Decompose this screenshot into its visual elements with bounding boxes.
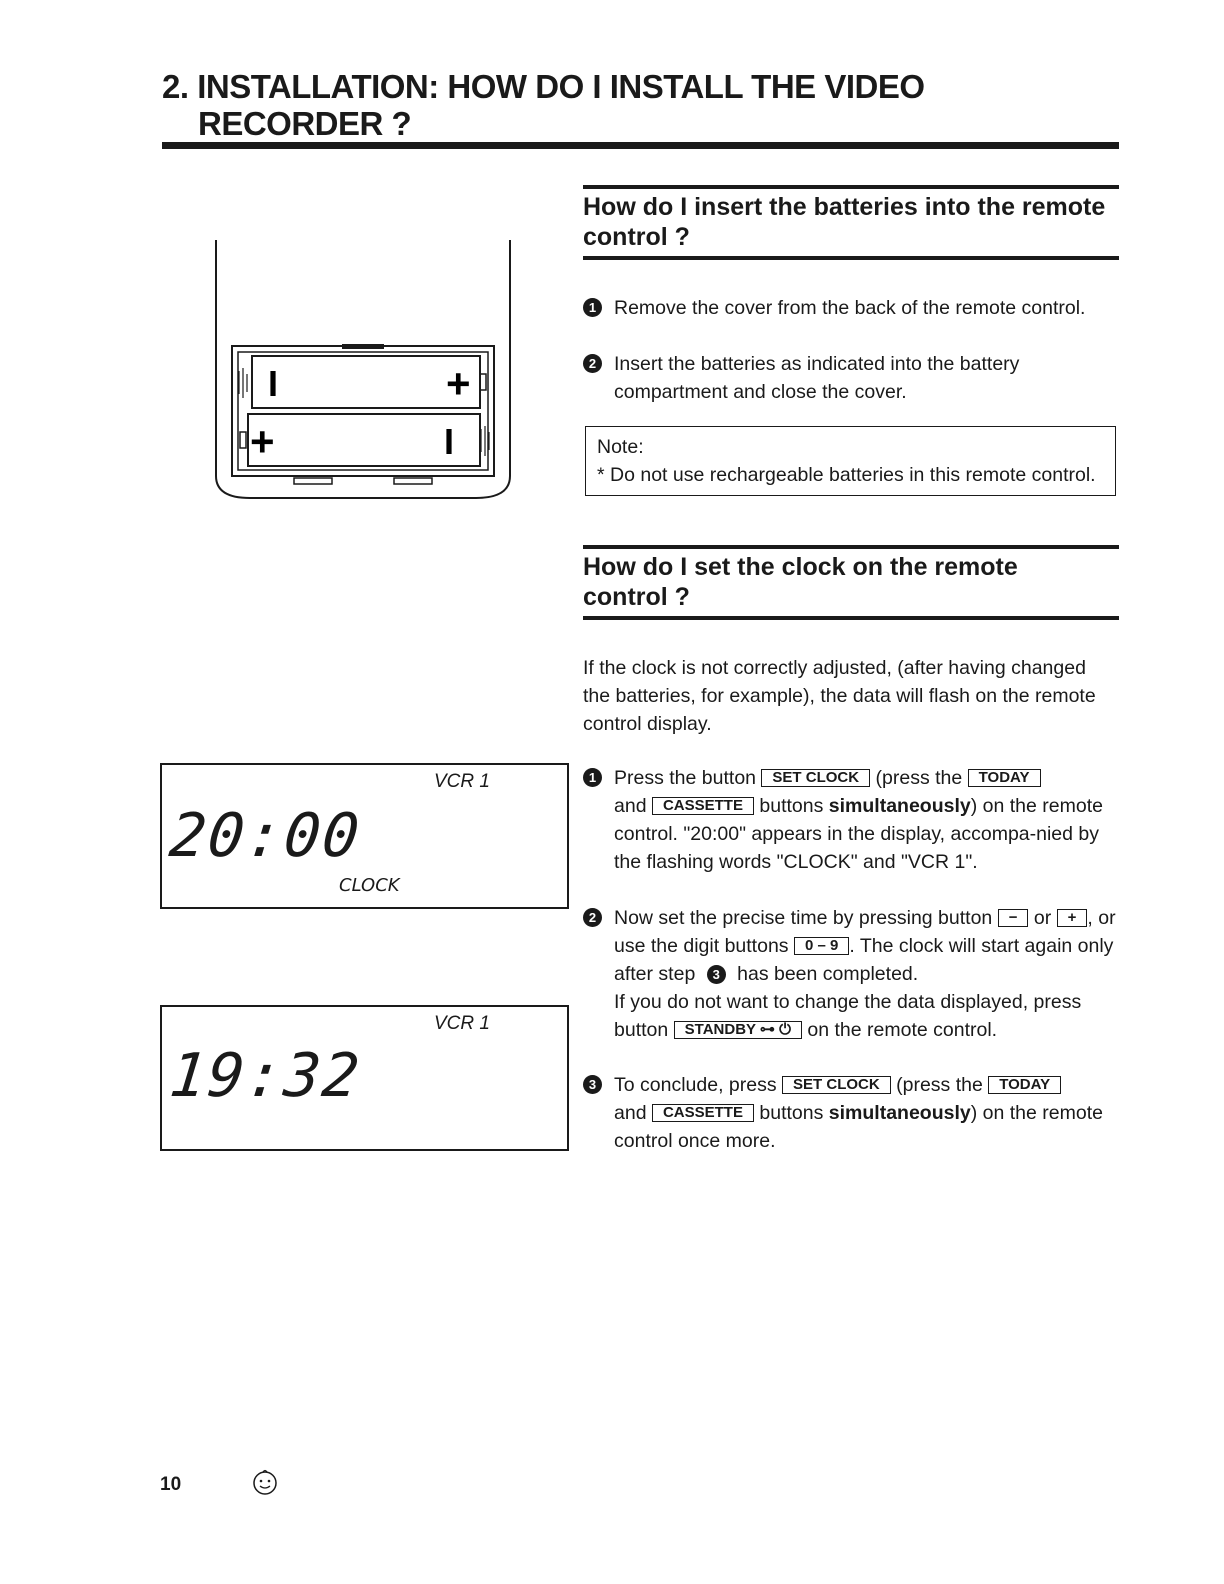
clock-heading-bottom-rule — [583, 616, 1119, 620]
clock-step-1-text: Press the button — [614, 767, 762, 789]
page-title-line1: 2. INSTALLATION: HOW DO I INSTALL THE VIDEO — [162, 68, 925, 105]
page-title-line2: RECORDER ? — [198, 105, 412, 142]
set-clock-key: SET CLOCK — [761, 769, 870, 787]
standby-key: STANDBY ⊶ ⏻ — [674, 1021, 802, 1039]
battery-step-2 — [583, 350, 1063, 406]
clock-intro: If the clock is not correctly adjusted, (after having changed the batteries, for example), the data will flash on the remote control display. — [583, 657, 1096, 735]
clock-step-1-text: buttons — [753, 795, 829, 817]
minus-key: − — [998, 909, 1029, 927]
clock-step-3-text: (press the — [890, 1074, 989, 1096]
title-rule — [162, 142, 1119, 149]
clock-heading: How do I set the clock on the remote control ? — [583, 553, 1018, 611]
lcd-clock-label: CLOCK — [339, 875, 400, 896]
smiley-icon — [250, 1468, 280, 1498]
clock-step-2-text: . The clock will start again only after step — [614, 935, 1114, 985]
clock-step-2 — [583, 904, 1123, 1044]
battery-step-1 — [583, 294, 1123, 322]
step-number-1: 1 — [583, 298, 602, 317]
cassette-key: CASSETTE — [652, 797, 754, 815]
clock-step-2-text: on the remote control. — [801, 1019, 998, 1041]
battery-heading: How do I insert the batteries into the remote control ? — [583, 193, 1106, 251]
battery-heading-bottom-rule — [583, 256, 1119, 260]
lcd-time: 20:00 — [166, 801, 365, 871]
note-text: * Do not use rechargeable batteries in this remote control. — [597, 464, 1096, 486]
lcd-time: 19:32 — [166, 1041, 365, 1111]
clock-step-2-text: If you do not want to change the data displayed, press button — [614, 991, 1082, 1041]
page-title — [162, 68, 925, 142]
note-box — [585, 426, 1116, 496]
clock-step-2-text: or — [1028, 907, 1057, 929]
lcd-display-20-00 — [160, 763, 569, 909]
clock-step-2-text: Now set the precise time by pressing button — [614, 907, 998, 929]
battery-minus-top: I — [268, 363, 279, 404]
lcd-display-19-32 — [160, 1005, 569, 1151]
battery-plus-bottom: + — [250, 418, 275, 465]
lcd-vcr-label: VCR 1 — [434, 1013, 490, 1034]
step-number-1: 1 — [583, 768, 602, 787]
battery-heading-top-rule — [583, 185, 1119, 189]
set-clock-key: SET CLOCK — [782, 1076, 891, 1094]
page-number: 10 — [160, 1474, 182, 1495]
clock-step-1-text: ) on the remote control. "20:00" appears in the display, accompa-nied by the flashing words "CLOCK" and "VCR 1". — [614, 795, 1103, 873]
battery-step-1-text: Remove the cover from the back of the remote control. — [614, 297, 1086, 319]
note-label: Note: — [597, 436, 644, 458]
battery-plus-top: + — [446, 360, 471, 407]
lcd-vcr-label: VCR 1 — [434, 771, 490, 792]
step-number-2: 2 — [583, 908, 602, 927]
clock-heading-top-rule — [583, 545, 1119, 549]
clock-step-3-text: buttons — [753, 1102, 829, 1124]
clock-step-3-text: and — [614, 1102, 652, 1124]
clock-step-1 — [583, 764, 1123, 876]
today-key: TODAY — [968, 769, 1041, 787]
battery-step-2-text: Insert the batteries as indicated into the battery compartment and close the cover. — [614, 353, 1020, 403]
step-number-3: 3 — [583, 1075, 602, 1094]
clock-step-1-text: and — [614, 795, 652, 817]
clock-step-2-text: , or use the digit buttons — [614, 907, 1116, 957]
today-key: TODAY — [988, 1076, 1061, 1094]
clock-step-1-text: (press the — [870, 767, 968, 789]
plus-key: + — [1057, 909, 1088, 927]
clock-step-3 — [583, 1071, 1123, 1155]
clock-step-3-text: To conclude, press — [614, 1074, 783, 1096]
cassette-key: CASSETTE — [652, 1104, 754, 1122]
clock-step-3-bold: simultaneously — [828, 1102, 971, 1124]
clock-step-1-bold: simultaneously — [828, 795, 971, 817]
digit-keys: 0 – 9 — [794, 937, 849, 955]
step-ref-3: 3 — [707, 965, 726, 984]
clock-step-2-text: has been completed. — [731, 963, 919, 985]
clock-step-3-text: ) on the remote control once more. — [614, 1102, 1103, 1152]
battery-compartment-diagram — [210, 236, 516, 504]
step-number-2: 2 — [583, 354, 602, 373]
battery-minus-bottom: I — [444, 421, 455, 462]
